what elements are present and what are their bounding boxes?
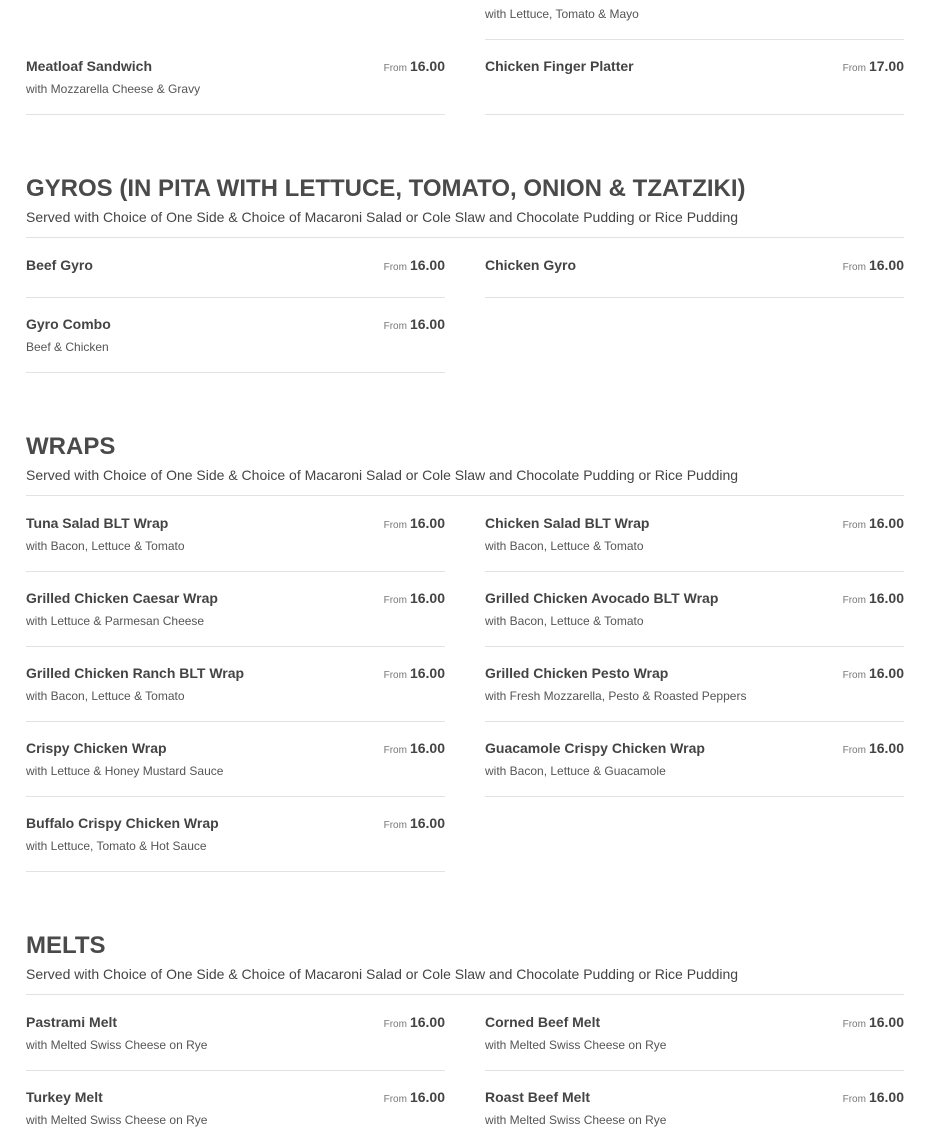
menu-item-chicken-gyro[interactable] (485, 257, 904, 298)
menu-item-partial[interactable] (485, 0, 904, 40)
price-from-label: From (383, 820, 407, 831)
price-from-label: From (383, 321, 407, 332)
menu-item-price (384, 590, 445, 609)
price-from-label: From (842, 520, 866, 531)
section-subtitle: Served with Choice of One Side & Choice of Macaroni Salad or Cole Slaw and Chocolate Pudding or Rice Pudding (26, 467, 739, 483)
menu-item-gyro-combo[interactable] (26, 316, 445, 373)
menu-item-chicken-finger-platter[interactable] (485, 58, 904, 115)
price-from-label: From (383, 745, 407, 756)
menu-item-price (384, 815, 445, 834)
menu-item-description: with Bacon, Lettuce & Tomato (485, 539, 644, 553)
menu-item-corned-beef-melt[interactable] (485, 1014, 904, 1071)
menu-item-grilled-chicken-ranch-blt-wrap[interactable] (26, 665, 445, 722)
menu-item-grilled-chicken-avocado-blt-wrap[interactable] (485, 590, 904, 647)
price-amount: 16.00 (868, 1089, 904, 1105)
price-from-label: From (842, 745, 866, 756)
menu-item-price (384, 665, 445, 684)
price-amount: 16.00 (409, 515, 445, 531)
menu-item-description: with Melted Swiss Cheese on Rye (26, 1038, 208, 1052)
price-from-label: From (383, 63, 407, 74)
price-amount: 16.00 (409, 590, 445, 606)
menu-item-name: Roast Beef Melt (485, 1089, 591, 1105)
menu-item-name: Gyro Combo (26, 316, 111, 332)
menu-item-name: Chicken Finger Platter (485, 58, 634, 74)
menu-item-description: with Melted Swiss Cheese on Rye (26, 1113, 208, 1127)
section-title-melts: MELTS (26, 932, 106, 959)
menu-item-roast-beef-melt[interactable] (485, 1089, 904, 1136)
price-from-label: From (383, 520, 407, 531)
menu-item-price (843, 58, 904, 77)
menu-item-price (384, 515, 445, 534)
price-from-label: From (842, 1094, 866, 1105)
price-from-label: From (383, 670, 407, 681)
menu-item-description: with Fresh Mozzarella, Pesto & Roasted Peppers (485, 689, 747, 703)
price-amount: 16.00 (868, 665, 904, 681)
menu-item-name: Chicken Salad BLT Wrap (485, 515, 650, 531)
menu-item-price (843, 740, 904, 759)
price-amount: 16.00 (409, 58, 445, 74)
menu-item-turkey-melt[interactable] (26, 1089, 445, 1136)
menu-item-description: with Melted Swiss Cheese on Rye (485, 1038, 667, 1052)
menu-item-guacamole-crispy-chicken-wrap[interactable] (485, 740, 904, 797)
menu-item-name: Grilled Chicken Caesar Wrap (26, 590, 218, 606)
section-title-gyros: GYROS (IN PITA WITH LETTUCE, TOMATO, ONION & TZATZIKI) (26, 175, 746, 202)
menu-item-name: Buffalo Crispy Chicken Wrap (26, 815, 219, 831)
menu-item-price (843, 590, 904, 609)
section-divider (26, 994, 904, 995)
menu-item-name: Tuna Salad BLT Wrap (26, 515, 169, 531)
menu-item-name: Grilled Chicken Pesto Wrap (485, 665, 669, 681)
menu-item-description: Beef & Chicken (26, 340, 109, 354)
menu-item-price (384, 316, 445, 335)
menu-item-price (843, 1014, 904, 1033)
menu-item-name: Turkey Melt (26, 1089, 103, 1105)
menu-item-price (384, 257, 445, 276)
price-amount: 16.00 (409, 740, 445, 756)
price-amount: 16.00 (868, 740, 904, 756)
menu-item-description: with Lettuce & Parmesan Cheese (26, 614, 205, 628)
menu-item-grilled-chicken-caesar-wrap[interactable] (26, 590, 445, 647)
price-amount: 16.00 (868, 515, 904, 531)
menu-item-crispy-chicken-wrap[interactable] (26, 740, 445, 797)
menu-item-name: Pastrami Melt (26, 1014, 118, 1030)
menu-item-description: with Lettuce, Tomato & Mayo (485, 7, 639, 21)
price-amount: 16.00 (868, 590, 904, 606)
menu-item-name: Crispy Chicken Wrap (26, 740, 167, 756)
section-title-wraps: WRAPS (26, 433, 116, 460)
menu-item-description: with Bacon, Lettuce & Tomato (26, 689, 185, 703)
price-amount: 16.00 (409, 1014, 445, 1030)
menu-item-description: with Bacon, Lettuce & Tomato (26, 539, 185, 553)
price-amount: 16.00 (868, 1014, 904, 1030)
price-from-label: From (842, 63, 866, 74)
price-from-label: From (383, 1019, 407, 1030)
menu-item-name: Guacamole Crispy Chicken Wrap (485, 740, 705, 756)
price-amount: 16.00 (409, 316, 445, 332)
menu-item-name: Corned Beef Melt (485, 1014, 601, 1030)
menu-item-description: with Lettuce & Honey Mustard Sauce (26, 764, 224, 778)
section-divider (26, 237, 904, 238)
price-from-label: From (383, 1094, 407, 1105)
menu-item-description: with Bacon, Lettuce & Tomato (485, 614, 644, 628)
menu-item-buffalo-crispy-chicken-wrap[interactable] (26, 815, 445, 872)
menu-item-price (384, 1014, 445, 1033)
menu-item-price (384, 740, 445, 759)
menu-item-description: with Lettuce, Tomato & Hot Sauce (26, 839, 207, 853)
menu-item-pastrami-melt[interactable] (26, 1014, 445, 1071)
price-amount: 16.00 (868, 257, 904, 273)
menu-item-grilled-chicken-pesto-wrap[interactable] (485, 665, 904, 722)
menu-item-price (843, 515, 904, 534)
menu-item-name: Grilled Chicken Avocado BLT Wrap (485, 590, 719, 606)
section-divider (26, 495, 904, 496)
menu-item-name: Meatloaf Sandwich (26, 58, 153, 74)
price-from-label: From (842, 595, 866, 606)
menu-item-name: Chicken Gyro (485, 257, 577, 273)
menu-item-price (843, 1089, 904, 1108)
menu-item-description: with Bacon, Lettuce & Guacamole (485, 764, 666, 778)
menu-item-chicken-salad-blt-wrap[interactable] (485, 515, 904, 572)
menu-item-meatloaf-sandwich[interactable] (26, 58, 445, 115)
price-amount: 16.00 (409, 1089, 445, 1105)
price-from-label: From (842, 1019, 866, 1030)
section-subtitle: Served with Choice of One Side & Choice of Macaroni Salad or Cole Slaw and Chocolate Pudding or Rice Pudding (26, 209, 739, 225)
price-from-label: From (383, 595, 407, 606)
menu-item-price (384, 58, 445, 77)
price-amount: 16.00 (409, 257, 445, 273)
section-subtitle: Served with Choice of One Side & Choice of Macaroni Salad or Cole Slaw and Chocolate Pudding or Rice Pudding (26, 966, 739, 982)
menu-item-description: with Mozzarella Cheese & Gravy (26, 82, 201, 96)
menu-item-description: with Melted Swiss Cheese on Rye (485, 1113, 667, 1127)
price-amount: 16.00 (409, 815, 445, 831)
menu-item-beef-gyro[interactable] (26, 257, 445, 298)
menu-item-name: Grilled Chicken Ranch BLT Wrap (26, 665, 245, 681)
menu-item-name: Beef Gyro (26, 257, 93, 273)
menu-item-price (843, 665, 904, 684)
price-from-label: From (842, 670, 866, 681)
menu-item-price (843, 257, 904, 276)
menu-item-tuna-salad-blt-wrap[interactable] (26, 515, 445, 572)
price-from-label: From (383, 262, 407, 273)
price-amount: 17.00 (868, 58, 904, 74)
price-from-label: From (842, 262, 866, 273)
price-amount: 16.00 (409, 665, 445, 681)
menu-item-price (384, 1089, 445, 1108)
